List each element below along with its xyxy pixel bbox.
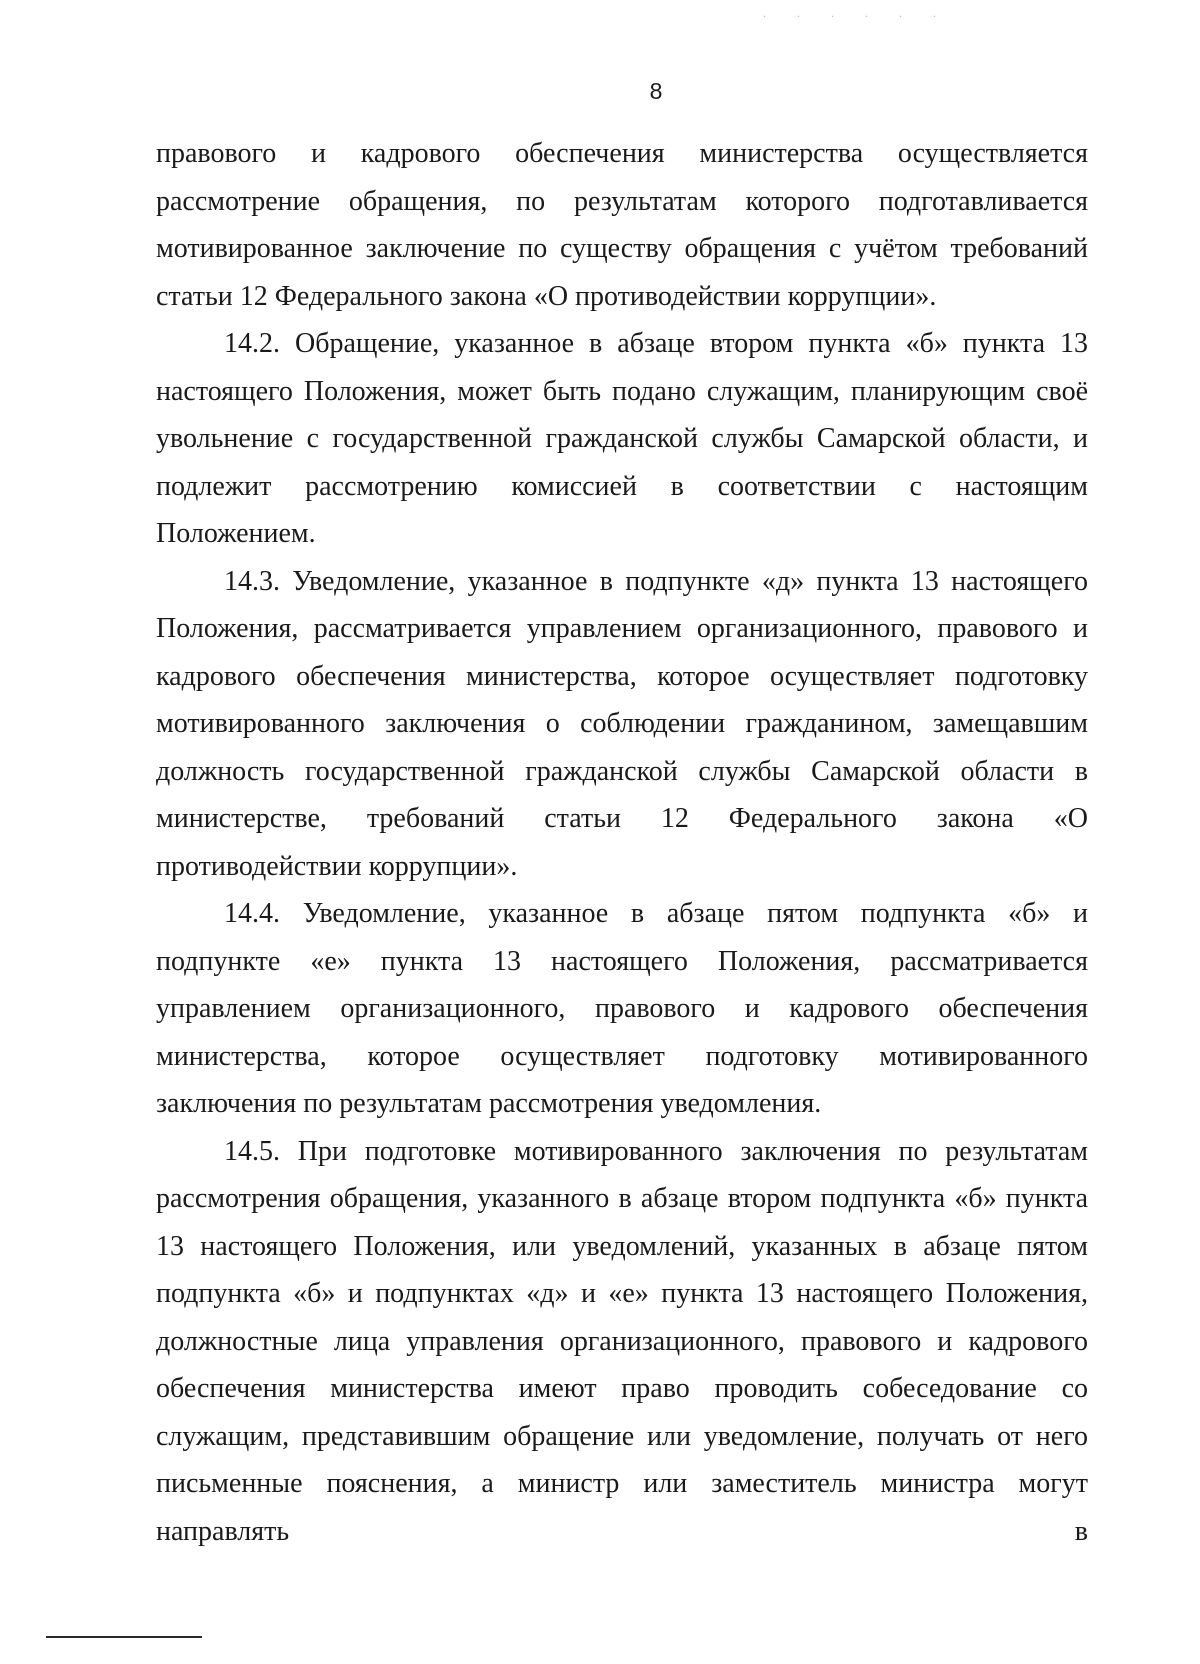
- paragraph-14-2: 14.2. Обращение, указанное в абзаце втором пункта «б» пункта 13 настоящего Положения, может быть подано служащим, планирующим своё увольнение с государственной гражданской службы Самарской области, и подлежит рассмотрению комиссией в соответствии с настоящим Положением.: [156, 328, 1088, 549]
- paragraph-14-3: 14.3. Уведомление, указанное в подпункте «д» пункта 13 настоящего Положения, рассматривается управлением организационного, правового и кадрового обеспечения министерства, которое осуществляет подготовку мотивированного заключения о соблюдении гражданином, замещавшим должность государственной гражданской службы Самарской области в министерстве, требований статьи 12 Федерального закона «О противодействии коррупции».: [156, 565, 1088, 882]
- page-number: 8: [649, 78, 663, 104]
- paragraph-14-4: 14.4. Уведомление, указанное в абзаце пятом подпункта «б» и подпункте «е» пункта 13 настоящего Положения, рассматривается управлением организационного, правового и кадрового обеспечения министерства, которое осуществляет подготовку мотивированного заключения по результатам рассмотрения уведомления.: [156, 898, 1088, 1119]
- document-body: [156, 130, 1088, 1555]
- paragraph-14-5: 14.5. При подготовке мотивированного заключения по результатам рассмотрения обращения, указанного в абзаце втором подпункта «б» пункта 13 настоящего Положения, или уведомлений, указанных в абзаце пятом подпункта «б» и подпунктах «д» и «е» пункта 13 настоящего Положения, должностные лица управления организационного, правового и кадрового обеспечения министерства имеют право проводить собеседование со служащим, представившим обращение или уведомление, получать от него письменные пояснения, а министр или заместитель министра могут направлять в: [156, 1135, 1088, 1547]
- paragraph-continuation: правового и кадрового обеспечения министерства осуществляется рассмотрение обращения, по результатам которого подготавливается мотивированное заключение по существу обращения с учётом требований статьи 12 Федерального закона «О противодействии коррупции».: [156, 138, 1088, 312]
- scan-artifact: . . . . . .: [763, 6, 950, 20]
- footer-divider: [46, 1636, 202, 1638]
